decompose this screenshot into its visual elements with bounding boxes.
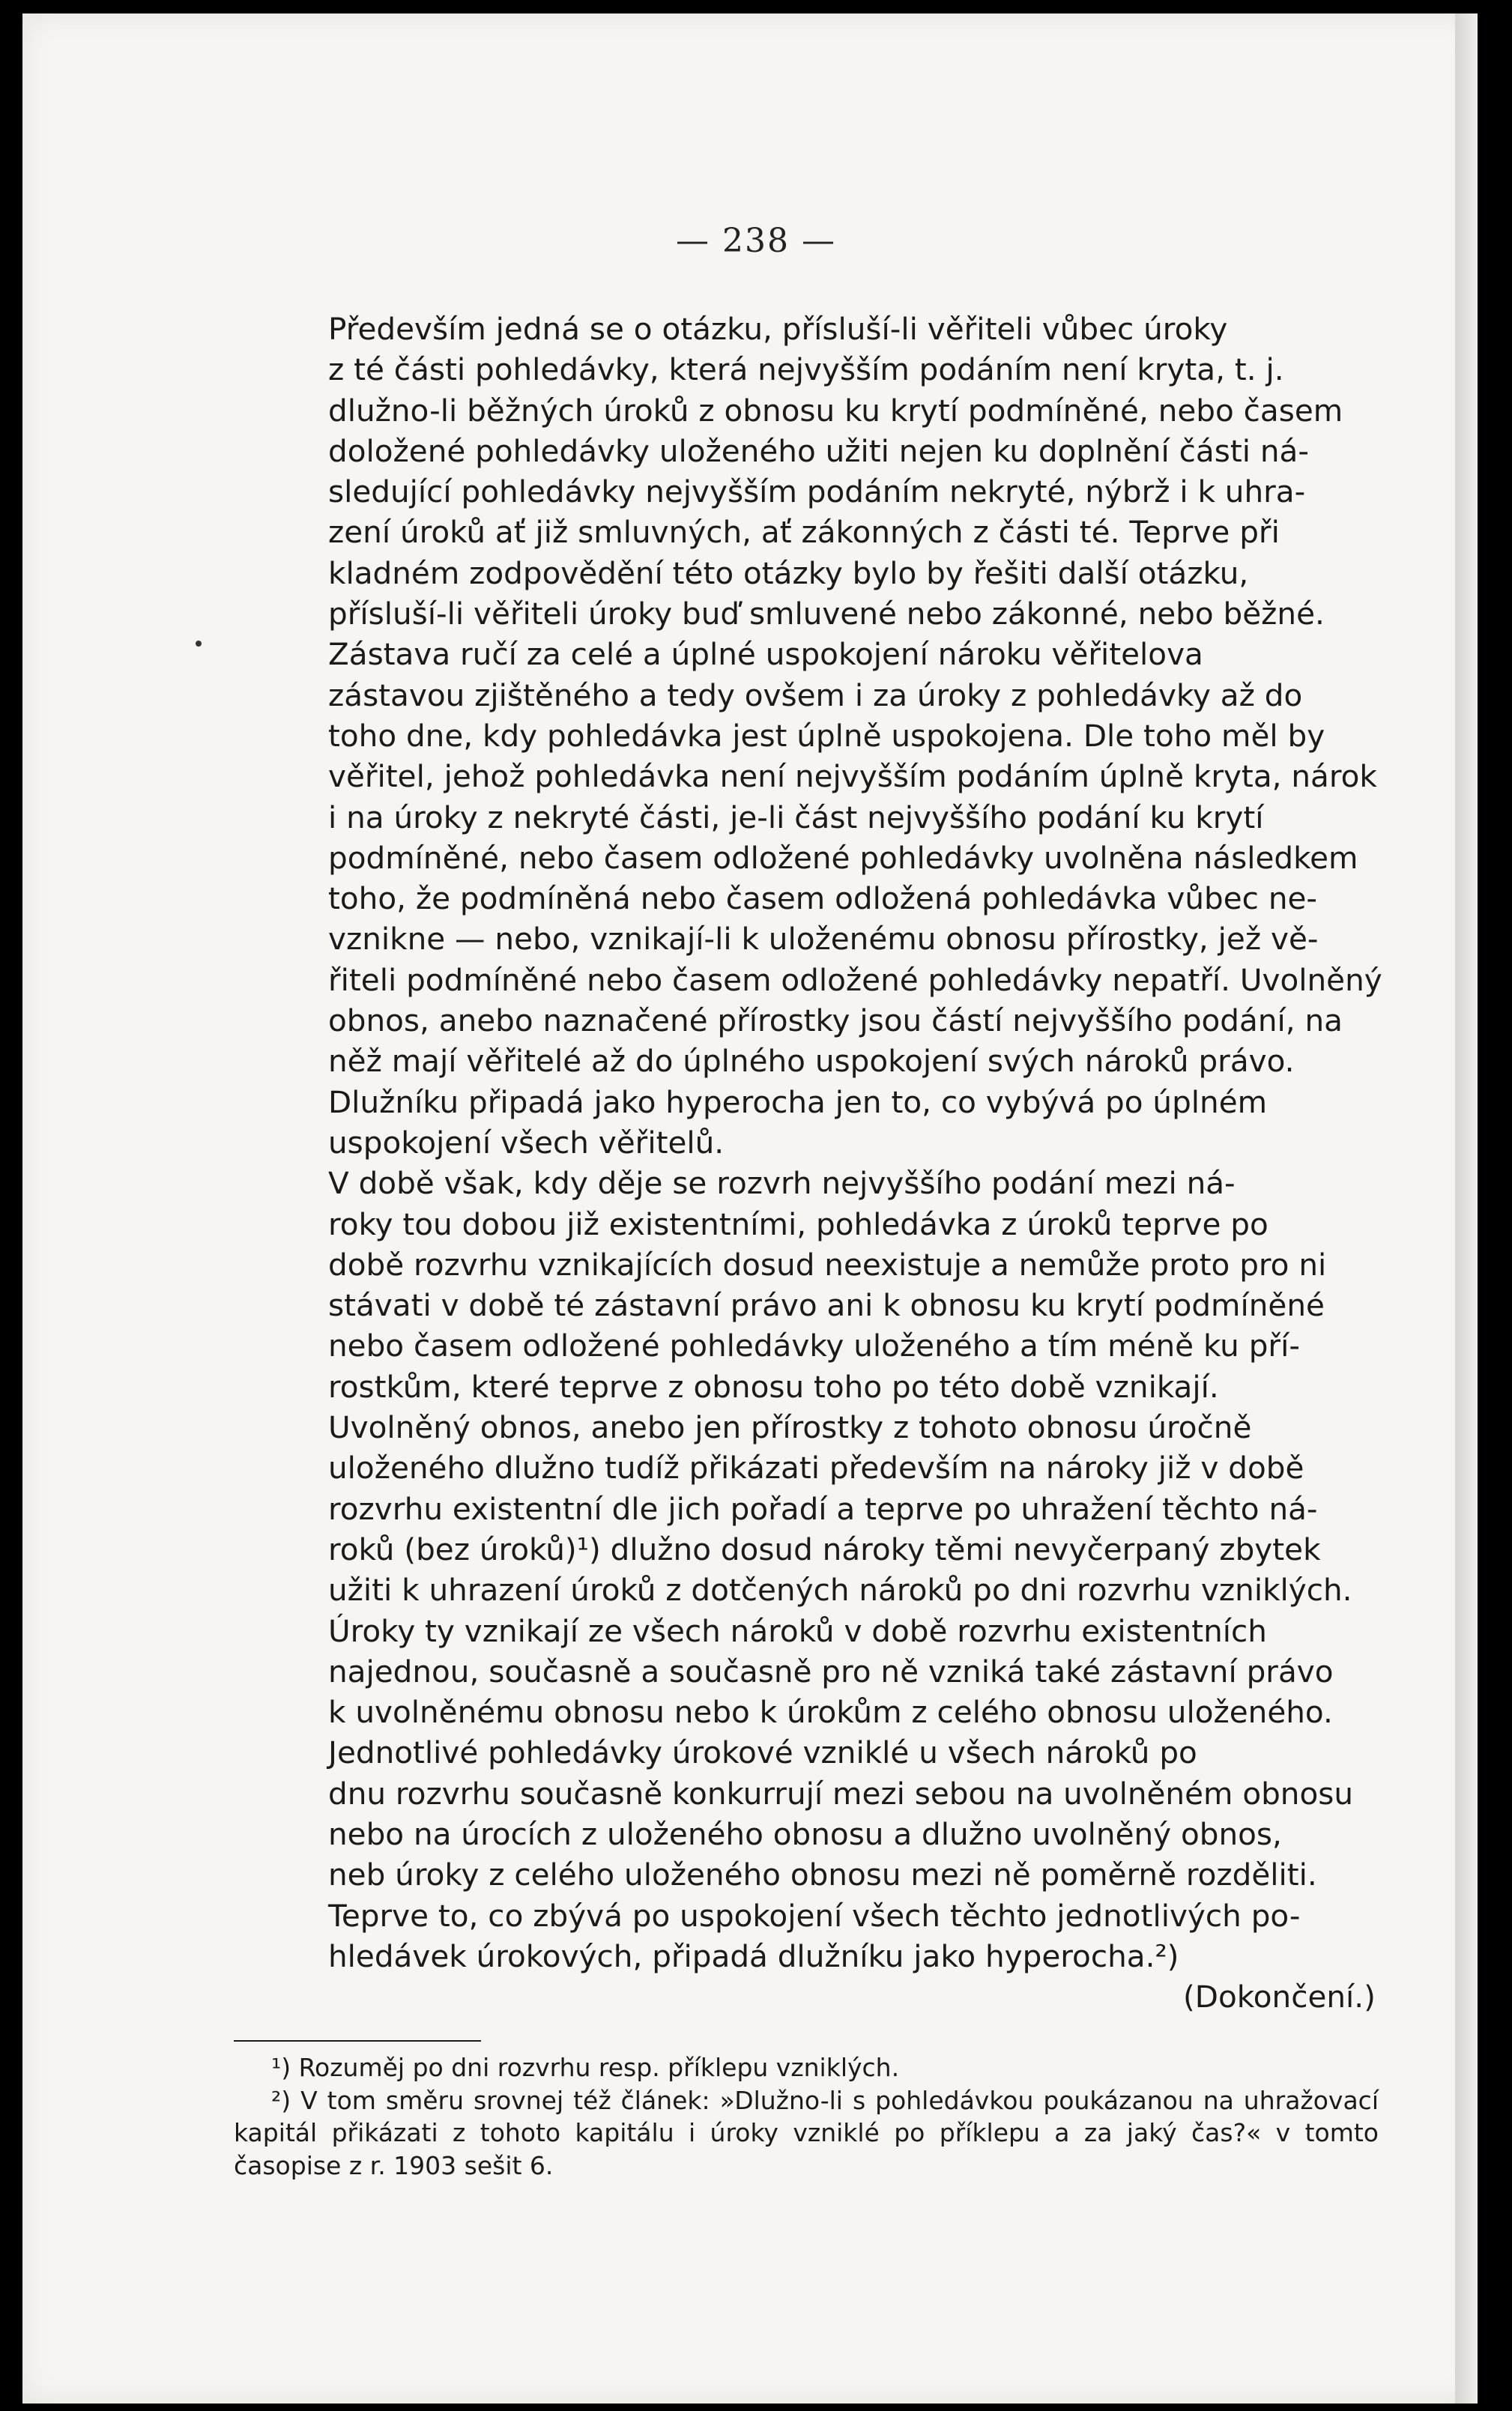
line: kladném zodpovědění této otázky bylo by řešiti další otázku,	[328, 554, 1249, 591]
line: Uvolněný obnos, anebo jen přírostky z tohoto obnosu úročně	[328, 1409, 1252, 1446]
line: době rozvrhu vznikajících dosud neexistuje a nemůže proto pro ni	[328, 1246, 1327, 1283]
main-text	[231, 309, 1382, 2017]
paragraph-1	[231, 309, 1376, 634]
footnote-1: ¹) Rozuměj po dni rozvrhu resp. příklepu vzniklých.	[271, 2053, 900, 2082]
line: podmíněné, nebo časem odložené pohledávky uvolněna následkem	[328, 839, 1358, 876]
line: sledující pohledávky nejvyšším podáním nekryté, nýbrž i k uhra-	[328, 474, 1306, 510]
page-number: — 238 —	[676, 222, 836, 260]
line: dnu rozvrhu současně konkurrují mezi sebou na uvolněném obnosu	[328, 1775, 1354, 1812]
paragraph-3	[231, 1163, 1376, 1407]
line: Úroky ty vznikají ze všech nároků v době rozvrhu existentních	[328, 1612, 1267, 1649]
line: rozvrhu existentní dle jich pořadí a teprve po uhražení těchto ná-	[328, 1490, 1318, 1527]
line: řiteli podmíněné nebo časem odložené pohledávky nepatří. Uvolněný	[328, 961, 1382, 998]
line: vznikne — nebo, vznikají-li k uloženému obnosu přírostky, jež vě-	[328, 921, 1319, 958]
line: toho, že podmíněná nebo časem odložená pohledávka vůbec ne-	[328, 880, 1318, 917]
line: dlužno-li běžných úroků z obnosu ku krytí podmíněné, nebo časem	[328, 392, 1343, 429]
line: věřitel, jehož pohledávka není nejvyšším podáním úplně kryta, nárok	[328, 758, 1377, 795]
line: užiti k uhrazení úroků z dotčených nároků po dni rozvrhu vzniklých.	[328, 1572, 1352, 1609]
line: hledávek úrokových, připadá dlužníku jako hyperocha.²)	[328, 1937, 1179, 1974]
line: V době však, kdy děje se rozvrh nejvyššího podání mezi ná-	[328, 1165, 1236, 1202]
line: přísluší-li věřiteli úroky buď smluvené nebo zákonné, nebo běžné.	[328, 596, 1325, 632]
footnote-2: ²) V tom směru srovnej též článek: »Dlužno-li s pohledávkou poukázanou na uhražovací kapitál přikázati z tohoto kapitálu i úroky vzniklé po příklepu a za jaký čas?« v tomto časopise z r. 1903 sešit 6.	[234, 2085, 1379, 2180]
line: něž mají věřitelé až do úplného uspokojení svých nároků právo.	[328, 1043, 1295, 1080]
line: i na úroky z nekryté části, je-li část nejvyššího podání ku krytí	[328, 799, 1264, 835]
line: zení úroků ať již smluvných, ať zákonných z části té. Teprve při	[328, 514, 1280, 551]
line: nebo na úrocích z uloženého obnosu a dlužno uvolněný obnos,	[328, 1815, 1282, 1852]
line: zástavou zjištěného a tedy ovšem i za úroky z pohledávky až do	[328, 677, 1303, 713]
line: k uvolněnému obnosu nebo k úrokům z celého obnosu uloženého.	[328, 1694, 1333, 1731]
footnotes	[234, 2051, 1379, 2182]
line: roků (bez úroků)¹) dlužno dosud nároky těmi nevyčerpaný zbytek	[328, 1531, 1321, 1567]
line: Teprve to, co zbývá po uspokojení všech těchto jednotlivých po-	[328, 1897, 1301, 1934]
line: obnos, anebo naznačené přírostky jsou částí nejvyššího podání, na	[328, 1002, 1343, 1039]
line: nebo časem odložené pohledávky uloženého a tím méně ku pří-	[328, 1328, 1300, 1364]
paragraph-2	[231, 634, 1382, 1163]
paragraph-4	[231, 1407, 1376, 1732]
line: Především jedná se o otázku, přísluší-li věřiteli vůbec úroky	[328, 311, 1228, 347]
line: roky tou dobou již existentními, pohledávka z úroků teprve po	[328, 1206, 1268, 1242]
line: rostkům, které teprve z obnosu toho po této době vznikají.	[328, 1368, 1219, 1405]
line: doložené pohledávky uloženého užiti nejen ku doplnění části ná-	[328, 432, 1309, 469]
line: uspokojení všech věřitelů.	[328, 1124, 725, 1161]
line: z té části pohledávky, která nejvyšším podáním není kryta, t. j.	[328, 351, 1284, 388]
line: najednou, současně a současně pro ně vzniká také zástavní právo	[328, 1653, 1334, 1689]
line: neb úroky z celého uloženého obnosu mezi ně poměrně rozděliti.	[328, 1857, 1317, 1893]
ink-dot	[196, 641, 202, 647]
line: toho dne, kdy pohledávka jest úplně uspokojena. Dle toho měl by	[328, 717, 1325, 754]
paragraph-5	[231, 1732, 1376, 1976]
footnote-rule	[234, 2040, 481, 2042]
line: Jednotlivé pohledávky úrokové vzniklé u všech nároků po	[328, 1734, 1197, 1771]
line: Zástava ručí za celé a úplné uspokojení nároku věřitelova	[328, 636, 1203, 673]
line: Dlužníku připadá jako hyperocha jen to, co vybývá po úplném	[328, 1083, 1268, 1120]
continuation-note: (Dokončení.)	[1182, 1979, 1376, 2015]
line: uloženého dlužno tudíž přikázati především na nároky již v době	[328, 1450, 1304, 1486]
spine-shadow	[1455, 13, 1478, 2404]
line: stávati v době té zástavní právo ani k obnosu ku krytí podmíněné	[328, 1287, 1325, 1324]
